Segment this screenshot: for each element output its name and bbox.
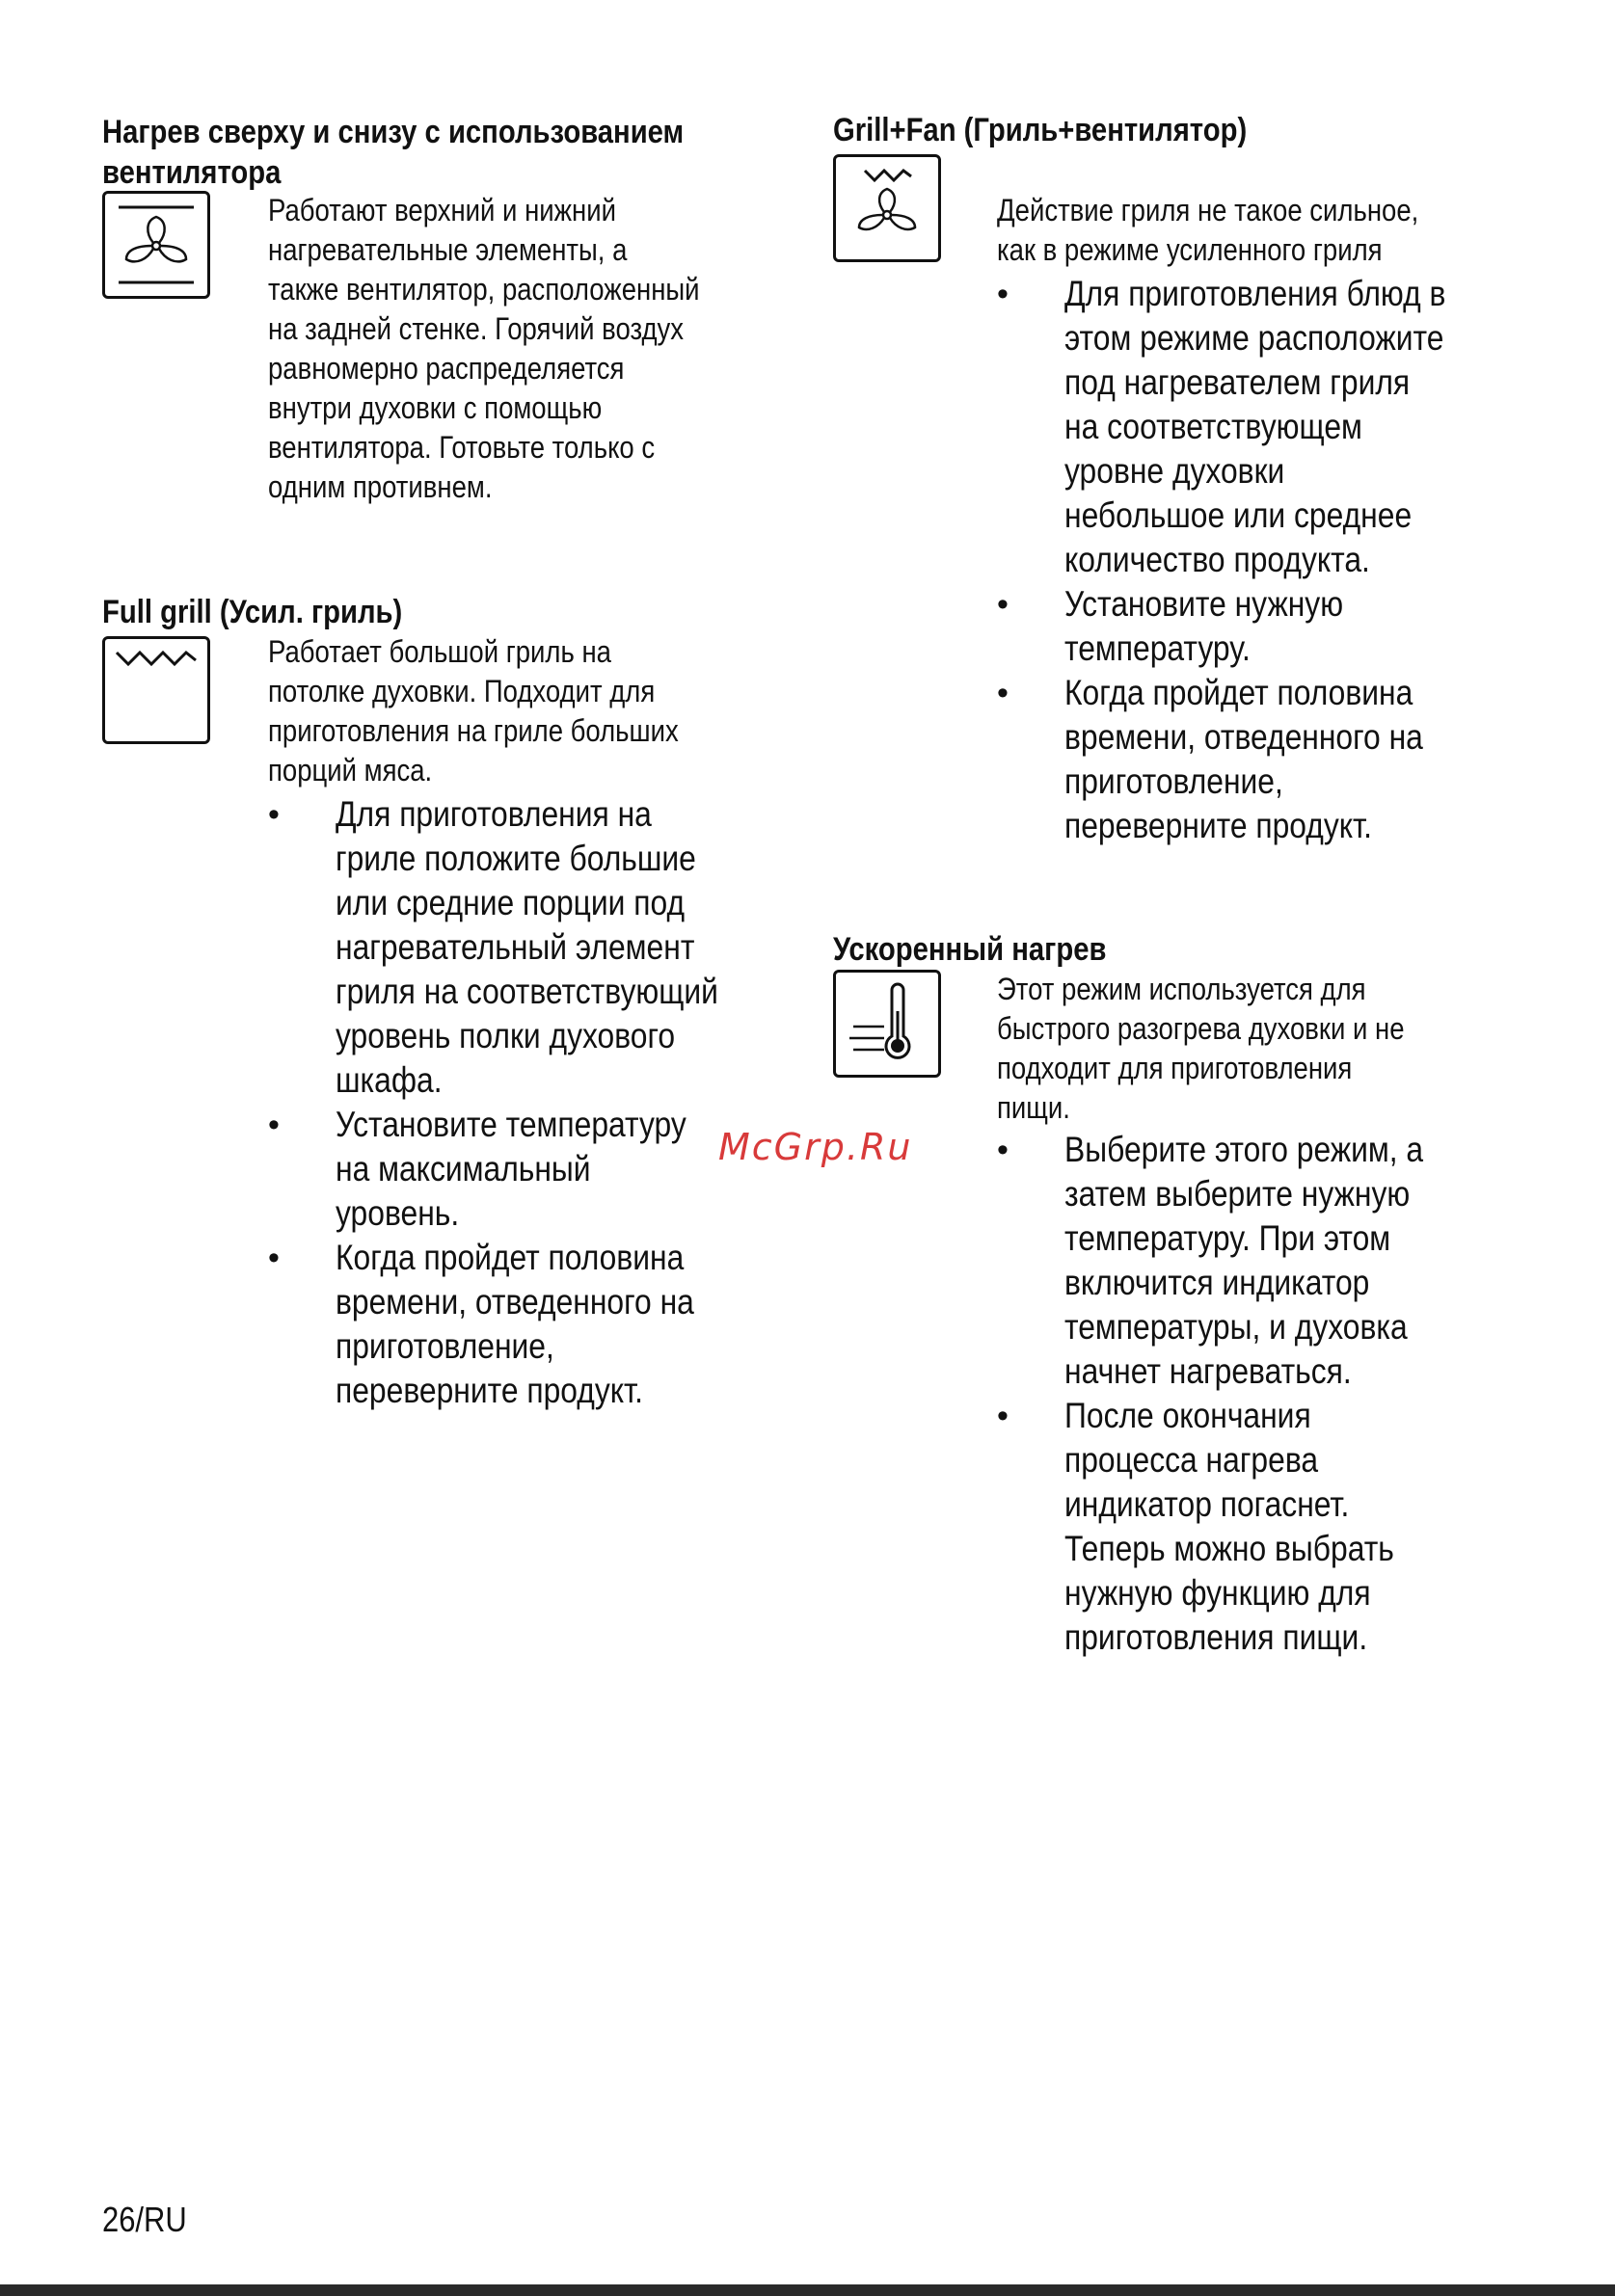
bullet-dot: • <box>268 796 280 833</box>
bullet-list-grill-fan <box>997 272 1508 848</box>
bullet-dot: • <box>997 276 1009 312</box>
list-item <box>268 1236 781 1413</box>
watermark: McGrp.Ru <box>718 1126 913 1168</box>
bottom-border <box>0 2284 1615 2296</box>
bullet-dot: • <box>997 1132 1009 1168</box>
bullet-dot: • <box>997 675 1009 711</box>
section-description-full-grill: Работает большой гриль на потолке духовки. Подходит для приготовления на гриле больших порций мяса. <box>268 634 679 788</box>
bullet-dot: • <box>997 586 1009 623</box>
bullet-text: Для приготовления блюд в этом режиме расположите под нагревателем гриля на соответствующем уровне духовки небольшое или среднее количество продукта. <box>1064 274 1446 579</box>
oven-fan-top-bottom-heat-icon <box>102 191 210 299</box>
section-description-grill-fan: Действие гриля не такое сильное, как в режиме усиленного гриля <box>997 193 1419 267</box>
list-item <box>997 1128 1482 1394</box>
bullet-text: Для приготовления на гриле положите большие или средние порции под нагревательный элемент гриля на соответствующий уровень полки духового шкафа. <box>336 794 718 1100</box>
section-title-grill-fan: Grill+Fan (Гриль+вентилятор) <box>833 112 1248 148</box>
page-number: 26/RU <box>102 2200 187 2239</box>
bullet-list-fast-preheat <box>997 1128 1482 1660</box>
section-description-fast-preheat: Этот режим используется для быстрого разогрева духовки и не подходит для приготовления пищи. <box>997 972 1405 1125</box>
list-item <box>997 582 1508 671</box>
bullet-text: Когда пройдет половина времени, отведенного на приготовление, переверните продукт. <box>1064 673 1423 845</box>
section-title-fast-preheat: Ускоренный нагрев <box>833 931 1107 968</box>
list-item <box>997 1394 1482 1660</box>
bullet-text: Установите нужную температуру. <box>1064 584 1344 668</box>
bullet-text: После окончания процесса нагрева индикатор погаснет. Теперь можно выбрать нужную функцию для приготовления пищи. <box>1064 1396 1394 1657</box>
list-item <box>997 272 1508 582</box>
bullet-text: Установите температуру на максимальный уровень. <box>336 1105 686 1233</box>
oven-grill-fan-icon <box>833 154 941 262</box>
bullet-text: Когда пройдет половина времени, отведенного на приготовление, переверните продукт. <box>336 1238 694 1410</box>
bullet-dot: • <box>268 1240 280 1276</box>
oven-full-grill-icon <box>102 636 210 744</box>
bullet-dot: • <box>997 1398 1009 1434</box>
section-title-full-grill: Full grill (Усил. гриль) <box>102 594 403 630</box>
section-description-fan-top-bottom: Работают верхний и нижний нагревательные элементы, а также вентилятор, расположенный на задней стенке. Горячий воздух равномерно распределяется внутри духовки с помощью вентилятора. Готовьте только с одним противнем. <box>268 193 700 504</box>
list-item <box>997 671 1508 848</box>
list-item <box>268 792 781 1103</box>
bullet-text: Выберите этого режим, а затем выберите нужную температуру. При этом включится индикатор температуры, и духовка начнет нагреваться. <box>1064 1130 1424 1391</box>
oven-fast-preheat-thermometer-icon <box>833 970 941 1078</box>
bullet-list-full-grill <box>268 792 781 1413</box>
bullet-dot: • <box>268 1107 280 1143</box>
section-title-fan-top-bottom: Нагрев сверху и снизу с использованием вентилятора <box>102 114 685 191</box>
list-item <box>268 1103 781 1236</box>
